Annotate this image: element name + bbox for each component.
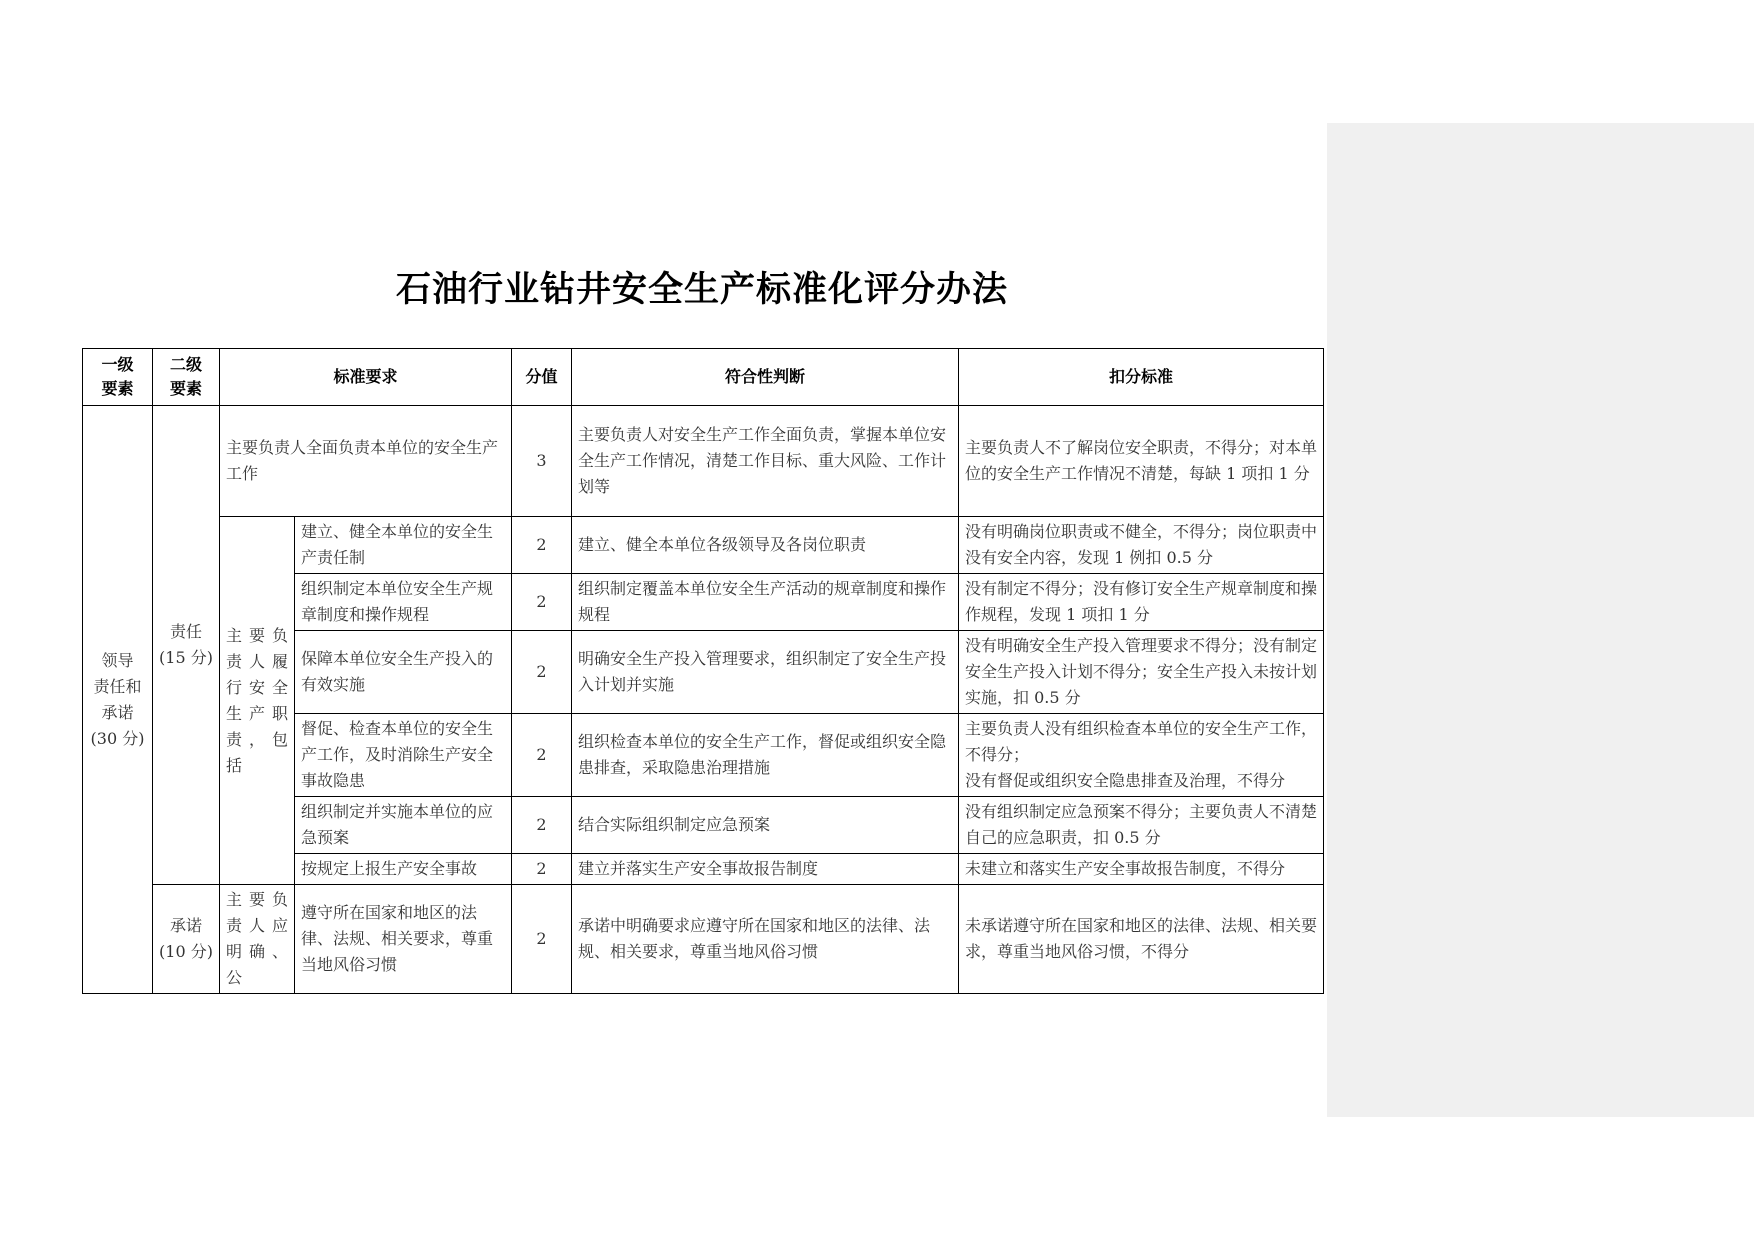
deduction-cell: 主要负责人没有组织检查本单位的安全生产工作，不得分； 没有督促或组织安全隐患排查及治理，不得分 [959,714,1324,797]
score-cell: 2 [512,574,572,631]
header-requirement: 标准要求 [220,349,512,406]
requirement-cell: 组织制定并实施本单位的应急预案 [295,797,512,854]
requirement-cell: 主要负责人全面负责本单位的安全生产工作 [220,406,512,517]
score-cell: 2 [512,885,572,994]
deduction-cell: 没有组织制定应急预案不得分；主要负责人不清楚自己的应急职责，扣 0.5 分 [959,797,1324,854]
level1-cell: 领导 责任和 承诺 (30 分) [83,406,153,994]
conformity-cell: 承诺中明确要求应遵守所在国家和地区的法律、法规、相关要求，尊重当地风俗习惯 [572,885,959,994]
requirement-cell: 保障本单位安全生产投入的有效实施 [295,631,512,714]
header-row [83,349,1324,406]
conformity-cell: 建立、健全本单位各级领导及各岗位职责 [572,517,959,574]
table-row [83,517,1324,574]
header-level2: 二级 要素 [153,349,220,406]
requirement-cell: 督促、检查本单位的安全生产工作，及时消除生产安全事故隐患 [295,714,512,797]
deduction-cell: 未承诺遵守所在国家和地区的法律、法规、相关要求，尊重当地风俗习惯，不得分 [959,885,1324,994]
score-cell: 2 [512,854,572,885]
document-title: 石油行业钻井安全生产标准化评分办法 [395,270,1008,310]
header-level1: 一级 要素 [83,349,153,406]
comment-pane [1327,123,1754,1117]
requirement-cell: 遵守所在国家和地区的法律、法规、相关要求，尊重当地风俗习惯 [295,885,512,994]
score-cell: 2 [512,631,572,714]
deduction-cell: 主要负责人不了解岗位安全职责，不得分；对本单位的安全生产工作情况不清楚，每缺 1 项扣 1 分 [959,406,1324,517]
deduction-cell: 没有明确安全生产投入管理要求不得分；没有制定安全生产投入计划不得分；安全生产投入未按计划实施，扣 0.5 分 [959,631,1324,714]
commitment-group-cell: 主要负责人应明确、公 [220,885,295,994]
level2-commitment: 承诺 (10 分) [153,885,220,994]
score-cell: 2 [512,797,572,854]
conformity-cell: 结合实际组织制定应急预案 [572,797,959,854]
score-cell: 3 [512,406,572,517]
duty-group-cell: 主要负责人履行安全生产职责，包括 [220,517,295,885]
header-score: 分值 [512,349,572,406]
deduction-cell: 没有明确岗位职责或不健全，不得分；岗位职责中没有安全内容，发现 1 例扣 0.5 分 [959,517,1324,574]
requirement-cell: 组织制定本单位安全生产规章制度和操作规程 [295,574,512,631]
deduction-cell: 没有制定不得分；没有修订安全生产规章制度和操作规程，发现 1 项扣 1 分 [959,574,1324,631]
conformity-cell: 明确安全生产投入管理要求，组织制定了安全生产投入计划并实施 [572,631,959,714]
table-row [83,885,1324,994]
requirement-cell: 按规定上报生产安全事故 [295,854,512,885]
deduction-cell: 未建立和落实生产安全事故报告制度，不得分 [959,854,1324,885]
score-cell: 2 [512,714,572,797]
level2-responsibility: 责任 (15 分) [153,406,220,885]
conformity-cell: 主要负责人对安全生产工作全面负责，掌握本单位安全生产工作情况，清楚工作目标、重大风险、工作计划等 [572,406,959,517]
conformity-cell: 建立并落实生产安全事故报告制度 [572,854,959,885]
conformity-cell: 组织检查本单位的安全生产工作，督促或组织安全隐患排查，采取隐患治理措施 [572,714,959,797]
table-row [83,406,1324,517]
scoring-table [82,348,1324,994]
requirement-cell: 建立、健全本单位的安全生产责任制 [295,517,512,574]
conformity-cell: 组织制定覆盖本单位安全生产活动的规章制度和操作规程 [572,574,959,631]
header-deduction: 扣分标准 [959,349,1324,406]
score-cell: 2 [512,517,572,574]
header-conformity: 符合性判断 [572,349,959,406]
